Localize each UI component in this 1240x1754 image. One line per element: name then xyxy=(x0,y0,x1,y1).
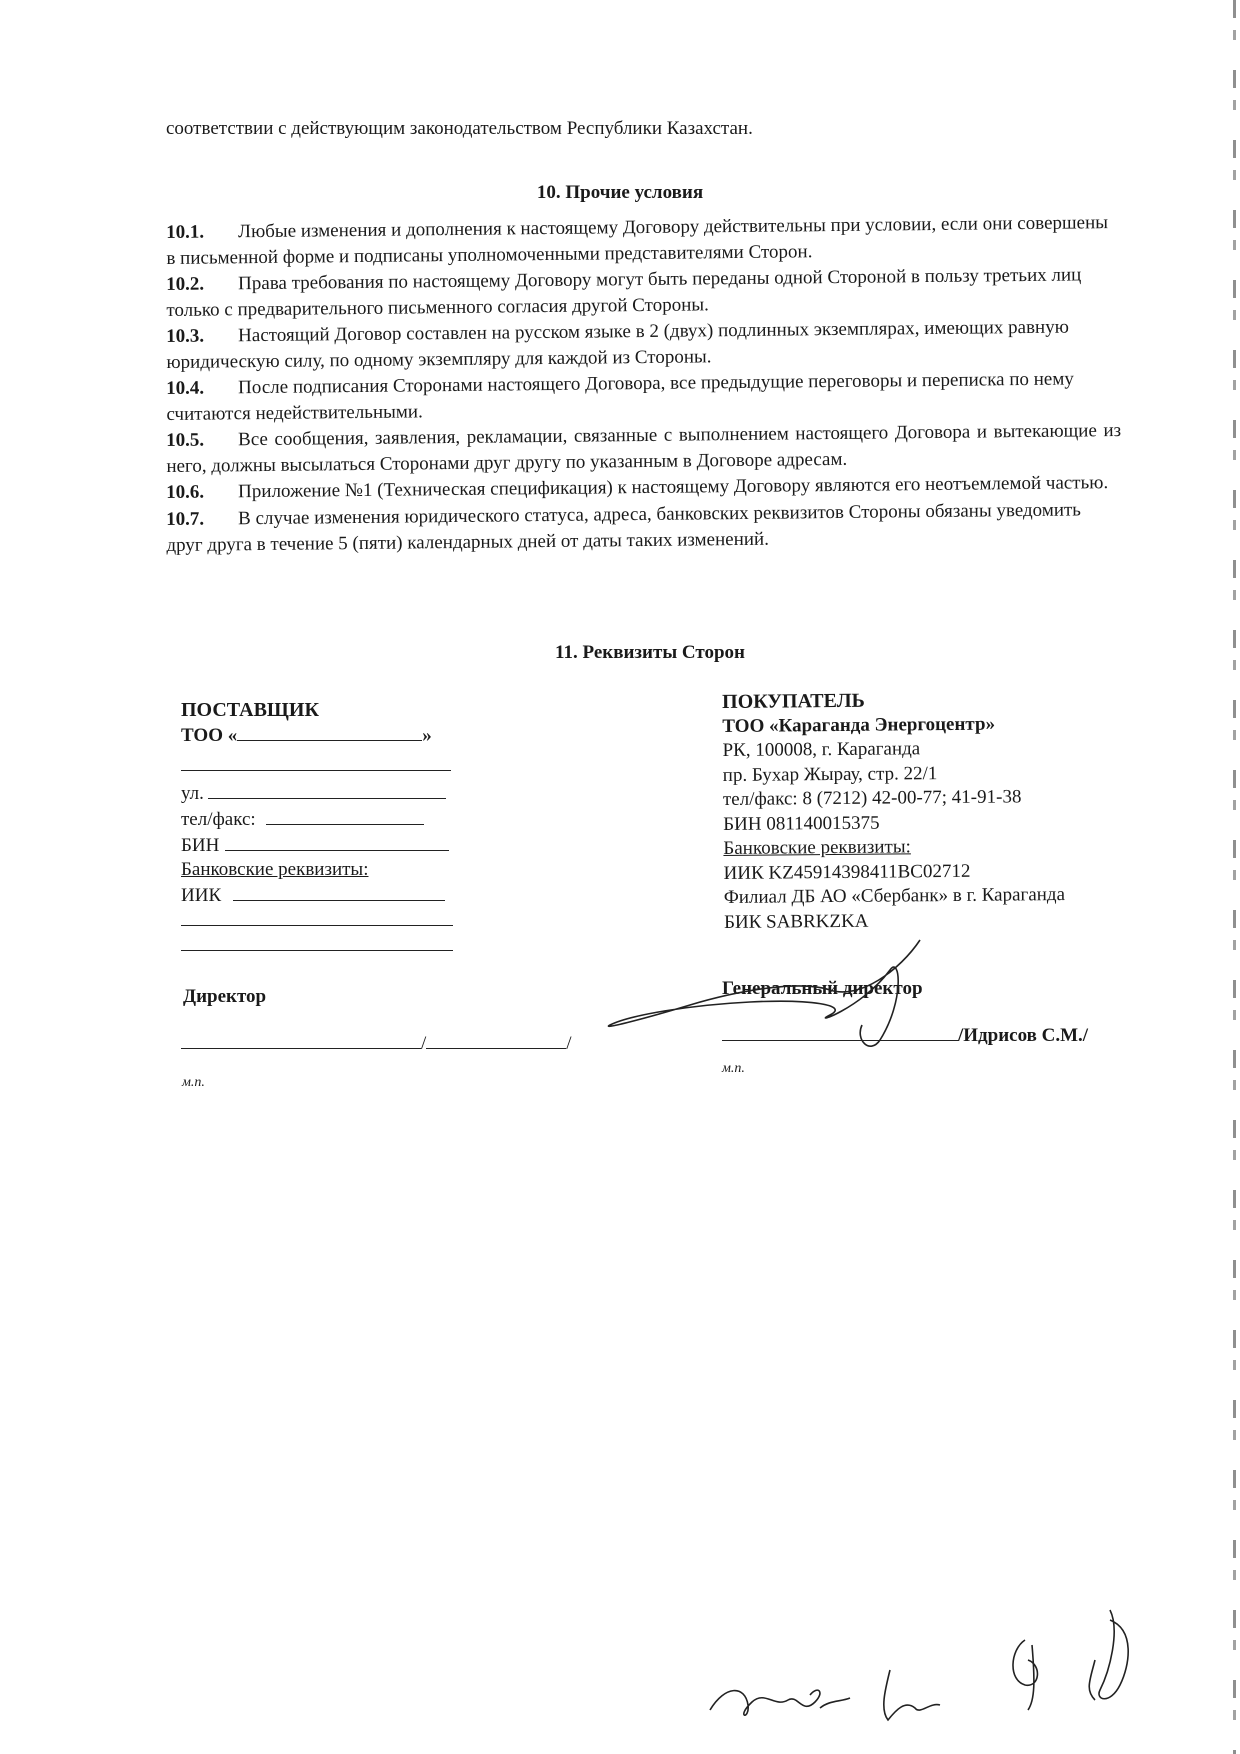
clause-number: 10.5. xyxy=(166,429,205,451)
clause-text: Любые изменения и дополнения к настоящему Договору действительны при условии, если они совершены в письменной форме и подписаны уполномоченными представителями Сторон. xyxy=(166,212,1109,269)
clause-number: 10.2. xyxy=(166,273,205,295)
buyer-org: ТОО «Караганда Энергоцентр» xyxy=(722,713,996,737)
intro-line: соответствии с действующим законодательством Республики Казахстан. xyxy=(166,118,753,139)
supplier-bank-label: Банковские реквизиты: xyxy=(181,859,369,880)
section-10-clauses xyxy=(166,212,1122,559)
supplier-org-prefix: ТОО « xyxy=(181,725,238,746)
supplier-street-blank xyxy=(208,780,446,799)
supplier-street-row xyxy=(181,780,449,806)
clause-text: Приложение №1 (Техническая спецификация) к настоящему Договору являются его неотъемлемой частью. xyxy=(238,472,1109,503)
clause-10-4 xyxy=(166,366,1121,427)
clause-10-1 xyxy=(166,210,1121,271)
supplier-extra-line-2 xyxy=(181,950,453,951)
supplier-director-label: Директор xyxy=(183,986,267,1007)
section-10-title: 10. Прочие условия xyxy=(536,182,704,203)
supplier-iik-row xyxy=(181,882,449,908)
page-initials xyxy=(690,1590,1170,1740)
scan-edge-artifact xyxy=(1233,0,1236,1754)
buyer-mp: м.п. xyxy=(722,1061,745,1076)
supplier-bin-row xyxy=(181,832,449,858)
clause-10-2 xyxy=(166,262,1121,323)
buyer-role: ПОКУПАТЕЛЬ xyxy=(722,689,865,713)
supplier-bin-blank xyxy=(225,832,449,851)
supplier-iik-blank xyxy=(233,882,445,901)
supplier-block xyxy=(181,698,432,748)
buyer-address-2: пр. Бухар Жырау, стр. 22/1 xyxy=(722,762,938,786)
clause-text: Настоящий Договор составлен на русском языке в 2 (двух) подлинных экземплярах, имеющих равную юридическую силу, по одному экземпляру для каждой из Стороны. xyxy=(166,316,1069,373)
buyer-block xyxy=(722,687,1065,935)
supplier-street-label: ул. xyxy=(181,783,204,804)
supplier-bin-label: БИН xyxy=(181,835,220,856)
supplier-phone-label: тел/факс: xyxy=(181,809,256,830)
supplier-extra-line-1 xyxy=(181,925,453,926)
supplier-signature-line: / / xyxy=(181,1030,572,1055)
clause-text: Все сообщения, заявления, рекламации, связанные с выполнением настоящего Договора и вытекающие из него, должны высылаться Сторонами друг другу по указанным в Договоре адресам. xyxy=(166,419,1122,477)
clause-10-5 xyxy=(166,418,1121,479)
buyer-address-1: РК, 100008, г. Караганда xyxy=(722,738,921,761)
supplier-blank-line xyxy=(181,770,451,771)
clause-text: В случае изменения юридического статуса, адреса, банковских реквизитов Стороны обязаны уведомить друг друга в течение 5 (пяти) календарных дней от даты таких изменений. xyxy=(166,498,1082,555)
supplier-name-blank xyxy=(237,722,422,741)
supplier-name-blank-2 xyxy=(426,1030,566,1049)
buyer-bik: БИК SABRKZKA xyxy=(723,910,869,933)
clause-number: 10.7. xyxy=(166,508,205,530)
buyer-director-label: Генеральный директор xyxy=(722,978,923,999)
supplier-role: ПОСТАВЩИК xyxy=(181,699,319,721)
supplier-iik-label: ИИК xyxy=(181,885,222,906)
clause-10-3 xyxy=(166,314,1121,375)
buyer-phone: тел/факс: 8 (7212) 42-00-77; 41-91-38 xyxy=(722,786,1022,810)
supplier-phone-blank xyxy=(266,806,424,825)
buyer-signatory: /Идрисов С.М./ xyxy=(958,1025,1089,1046)
clause-number: 10.1. xyxy=(166,221,205,243)
clause-text: Права требования по настоящему Договору могут быть переданы одной Стороной в пользу третьих лиц только с предварительного письменного согласия другой Стороны. xyxy=(166,264,1082,321)
supplier-org xyxy=(181,722,432,748)
buyer-branch: Филиал ДБ АО «Сбербанк» в г. Караганда xyxy=(723,884,1066,908)
supplier-details xyxy=(181,780,449,908)
supplier-mp: м.п. xyxy=(182,1075,205,1090)
clause-10-7 xyxy=(166,496,1121,557)
clause-number: 10.4. xyxy=(166,377,205,399)
section-11-title: 11. Реквизиты Сторон xyxy=(555,642,745,663)
buyer-iik: ИИК KZ45914398411BC02712 xyxy=(723,860,971,884)
supplier-phone-row xyxy=(181,806,449,832)
clause-number: 10.3. xyxy=(166,325,205,347)
buyer-bin: БИН 081140015375 xyxy=(723,812,880,835)
supplier-signature-blank xyxy=(181,1030,421,1049)
buyer-bank-label: Банковские реквизиты: xyxy=(723,836,911,859)
clause-text: После подписания Сторонами настоящего Договора, все предыдущие переговоры и переписка по нему считаются недействительными. xyxy=(166,368,1074,425)
supplier-org-suffix: » xyxy=(422,725,432,746)
buyer-handwritten-signature xyxy=(600,930,940,1060)
clause-number: 10.6. xyxy=(166,481,205,503)
